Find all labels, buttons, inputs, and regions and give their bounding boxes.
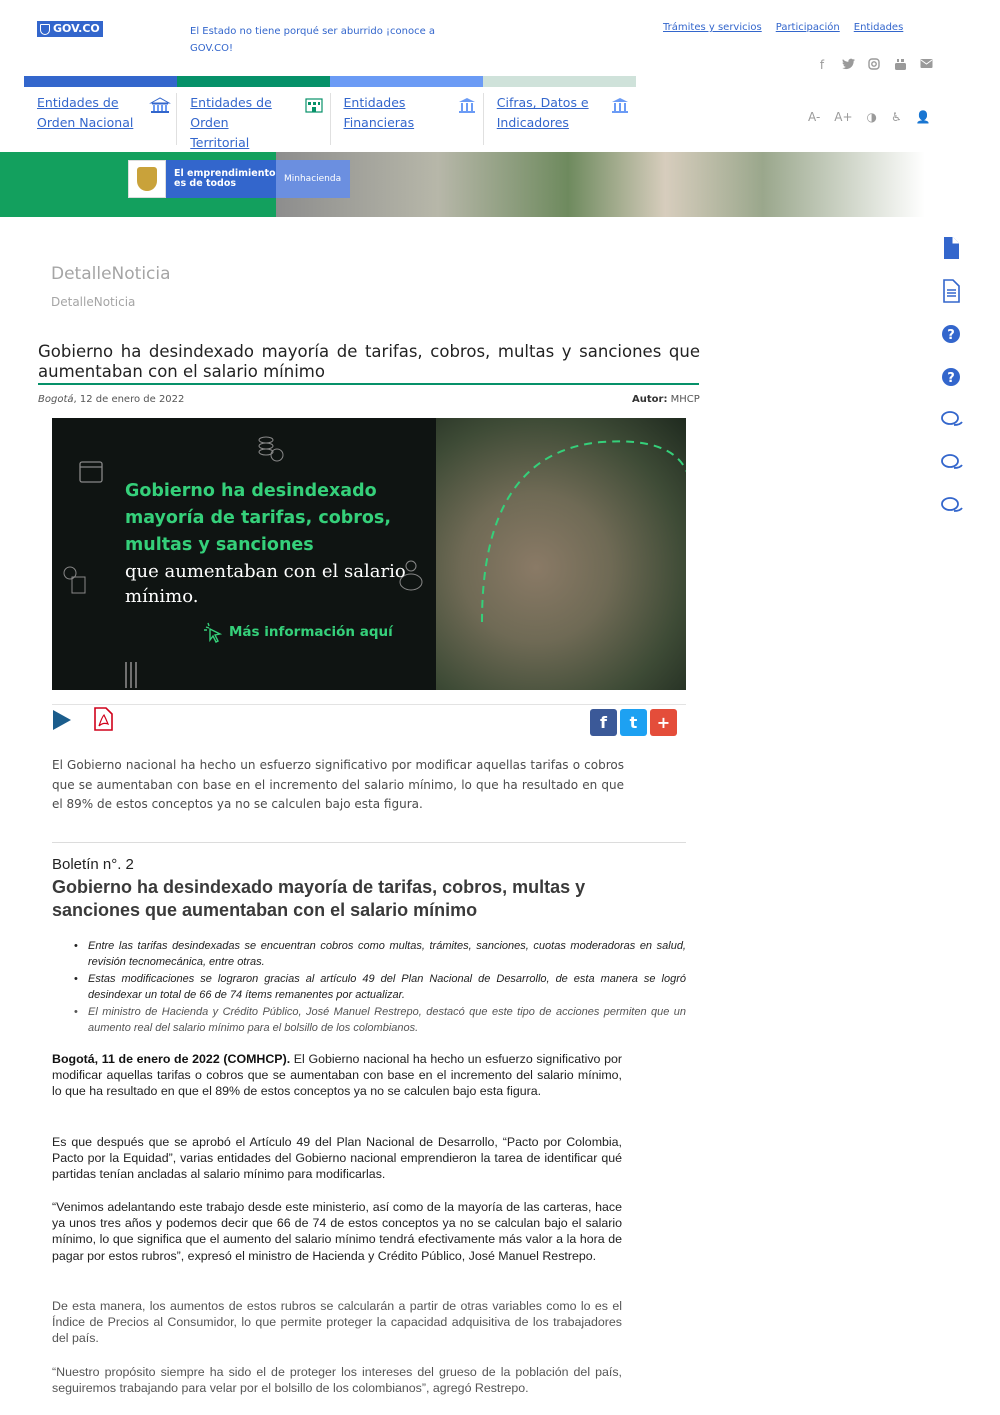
- hero-cta[interactable]: Más información aquí: [229, 624, 393, 640]
- side-toolbar: [940, 236, 964, 520]
- news-date: [38, 394, 184, 405]
- file-icon[interactable]: [940, 236, 964, 262]
- breadcrumb: DetalleNoticia: [51, 295, 136, 309]
- gov-co-logo[interactable]: [37, 21, 103, 37]
- news-hero-image[interactable]: [52, 418, 686, 690]
- bank-icon: [456, 96, 478, 114]
- colombia-shield-logo: [128, 160, 166, 198]
- chat-icon[interactable]: [940, 451, 964, 477]
- entity-nav: [24, 93, 636, 150]
- font-decrease-button[interactable]: A-: [808, 110, 821, 124]
- body-paragraph-4: De esta manera, los aumentos de estos rubros se calcularán a partir de otras variables como lo es el Índice de Precios al Consumidor, lo que permite proteger la capacidad adquisitiva de los trabajadores del país.: [52, 1299, 622, 1346]
- hero-subline: que aumentaban con el salario mínimo.: [125, 561, 406, 607]
- page-title: DetalleNoticia: [51, 264, 171, 284]
- body-paragraph-1: [52, 1051, 622, 1100]
- news-lead: El Gobierno nacional ha hecho un esfuerzo significativo por modificar aquellas tarifas o cobros que se aumentaban con base en el incremento del salario mínimo, lo que ha resultado en que el 89% de estos conceptos ya no se calculen bajo esta figura.: [52, 758, 624, 811]
- calculator-icon: [62, 565, 88, 595]
- nav-orden-nacional[interactable]: [24, 93, 177, 145]
- strip-light-blue: [330, 76, 483, 87]
- twitter-icon[interactable]: [841, 58, 855, 72]
- contrast-button[interactable]: ◑: [866, 110, 878, 124]
- svg-text:?: ?: [947, 328, 955, 343]
- list-item: • El ministro de Hacienda y Crédito Público, José Manuel Restrepo, destacó que este tipo de acciones permiten que un aumento real del salario mínimo para el bolsillo de los colombianos.: [74, 1004, 686, 1037]
- question-icon[interactable]: [940, 365, 964, 391]
- link-entidades[interactable]: Entidades: [853, 22, 904, 33]
- link-participacion[interactable]: Participación: [775, 22, 840, 33]
- bars-icon: [124, 658, 140, 690]
- document-icon[interactable]: [940, 279, 964, 305]
- body-paragraph-2: Es que después que se aprobó el Artículo 49 del Plan Nacional de Desarrollo, “Pacto por Colombia, Pacto por la Equidad”, varias entidades del Gobierno nacional emprendieron la tarea de identificar qué partidas tenían ancladas al salario mínimo para modificarlas.: [52, 1135, 622, 1182]
- font-increase-button[interactable]: A+: [834, 110, 853, 124]
- strip-blue: [24, 76, 177, 87]
- title-underline: [38, 383, 699, 385]
- dateline: Bogotá, 11 de enero de 2022 (COMHCP).: [52, 1052, 291, 1066]
- pdf-icon[interactable]: [92, 707, 114, 731]
- accessibility-tools: [808, 110, 931, 124]
- body-paragraph-1-text: El Gobierno nacional ha hecho un esfuerzo significativo por modificar aquellas tarifas o cobros que se aumentaban con base en el incremento del salario mínimo, lo que ha resultado en que el 89% de estos conceptos ya no se calculen bajo esta figura.: [52, 1052, 622, 1099]
- news-date-text: , 12 de enero de 2022: [73, 394, 185, 405]
- body-paragraph-5: “Nuestro propósito siempre ha sido el de proteger los intereses del grueso de la población del país, seguiremos trabajando para velar por el bolsillo de los colombianos”, agregó Restrepo.: [52, 1365, 622, 1396]
- hero-headline: Gobierno ha desindexado mayoría de tarifas, cobros, multas y sanciones: [125, 481, 391, 555]
- email-icon[interactable]: [919, 58, 933, 72]
- bulletin-title: Gobierno ha desindexado mayoría de tarifas, cobros, multas y sanciones que aumentaban con el salario mínimo: [52, 877, 586, 920]
- question-icon[interactable]: [940, 322, 964, 348]
- author-label: Autor:: [632, 394, 668, 405]
- user-button[interactable]: 👤: [915, 110, 931, 124]
- nav-orden-territorial[interactable]: [177, 93, 330, 150]
- banner-emprendimiento: El emprendimiento es de todos: [166, 160, 276, 198]
- color-strip: [24, 76, 636, 87]
- dashed-arc: [472, 432, 686, 632]
- news-city: Bogotá: [38, 394, 74, 405]
- content-divider: [52, 842, 686, 843]
- building-icon: [149, 96, 171, 114]
- bank-icon: [609, 96, 631, 114]
- nav-cifras[interactable]: [484, 93, 636, 145]
- tools-divider: [52, 704, 686, 705]
- news-title: Gobierno ha desindexado mayoría de tarifas, cobros, multas y sanciones que aumentaban con el salario mínimo: [38, 342, 700, 381]
- strip-pale-green: [483, 76, 636, 87]
- chat-icon[interactable]: [940, 494, 964, 520]
- body-paragraph-3: “Venimos adelantando este trabajo desde este ministerio, así como de la mayoría de las carteras, hace ya unos tres años y podemos decir que 66 de 74 de estos conceptos ya no se calculan bajo el salario mínimo, lo que significa que el aumento del salario mínimo tendrá efectivamente más valor a la hora de pagar por estos rubros”, expresó el ministro de Hacienda y Crédito Público, José Manuel Restrepo.: [52, 1200, 622, 1263]
- wallet-icon: [78, 458, 104, 484]
- play-audio-icon[interactable]: [53, 710, 71, 730]
- list-item: • Entre las tarifas desindexadas se encuentran cobros como multas, trámites, sanciones, cuotas moderadoras en salud, revisión tecnomecánica, entre otras.: [74, 938, 686, 971]
- strip-green: [177, 76, 330, 87]
- accessibility-button[interactable]: ♿: [891, 110, 902, 124]
- bulletin-highlights: [74, 938, 686, 1036]
- link-tramites[interactable]: Trámites y servicios: [663, 22, 762, 33]
- nav-financieras[interactable]: [331, 93, 484, 145]
- youtube-icon[interactable]: [893, 58, 907, 72]
- more-share-icon[interactable]: +: [650, 709, 677, 736]
- coins-icon: [256, 434, 286, 464]
- chat-icon[interactable]: [940, 408, 964, 434]
- svg-text:?: ?: [947, 371, 955, 386]
- instagram-icon[interactable]: [867, 58, 881, 72]
- shield-icon: [40, 24, 50, 35]
- map-building-icon: [303, 96, 325, 114]
- nav-orden-territorial-label[interactable]: Entidades de Orden Territorial: [190, 95, 272, 150]
- facebook-share-icon[interactable]: f: [590, 709, 617, 736]
- bulletin-number: Boletín n°. 2: [52, 856, 134, 873]
- banner-minhacienda[interactable]: Minhacienda: [276, 160, 350, 198]
- list-item: • Estas modificaciones se lograron gracias al artículo 49 del Plan Nacional de Desarrollo, de esta manera se logró desindexar un total de 66 de 74 ítems remanentes por actualizar.: [74, 971, 686, 1004]
- banner-photo: [276, 152, 925, 217]
- gov-co-logo-text: GOV.CO: [53, 22, 100, 35]
- header-banner: [0, 152, 925, 217]
- nav-financieras-label[interactable]: Entidades Financieras: [343, 95, 415, 130]
- social-icons: [815, 58, 933, 72]
- share-buttons: [590, 709, 677, 736]
- cursor-click-icon: [202, 621, 224, 643]
- author-name: MHCP: [670, 394, 700, 405]
- facebook-icon[interactable]: f: [819, 58, 825, 72]
- nav-orden-nacional-label[interactable]: Entidades de Orden Nacional: [37, 95, 134, 130]
- header-slogan: El Estado no tiene porqué ser aburrido ¡conoce a GOV.CO!: [190, 26, 436, 54]
- twitter-share-icon[interactable]: t: [620, 709, 647, 736]
- top-links: [663, 22, 903, 33]
- news-author: [632, 394, 700, 405]
- nav-cifras-label[interactable]: Cifras, Datos e Indicadores: [496, 95, 589, 130]
